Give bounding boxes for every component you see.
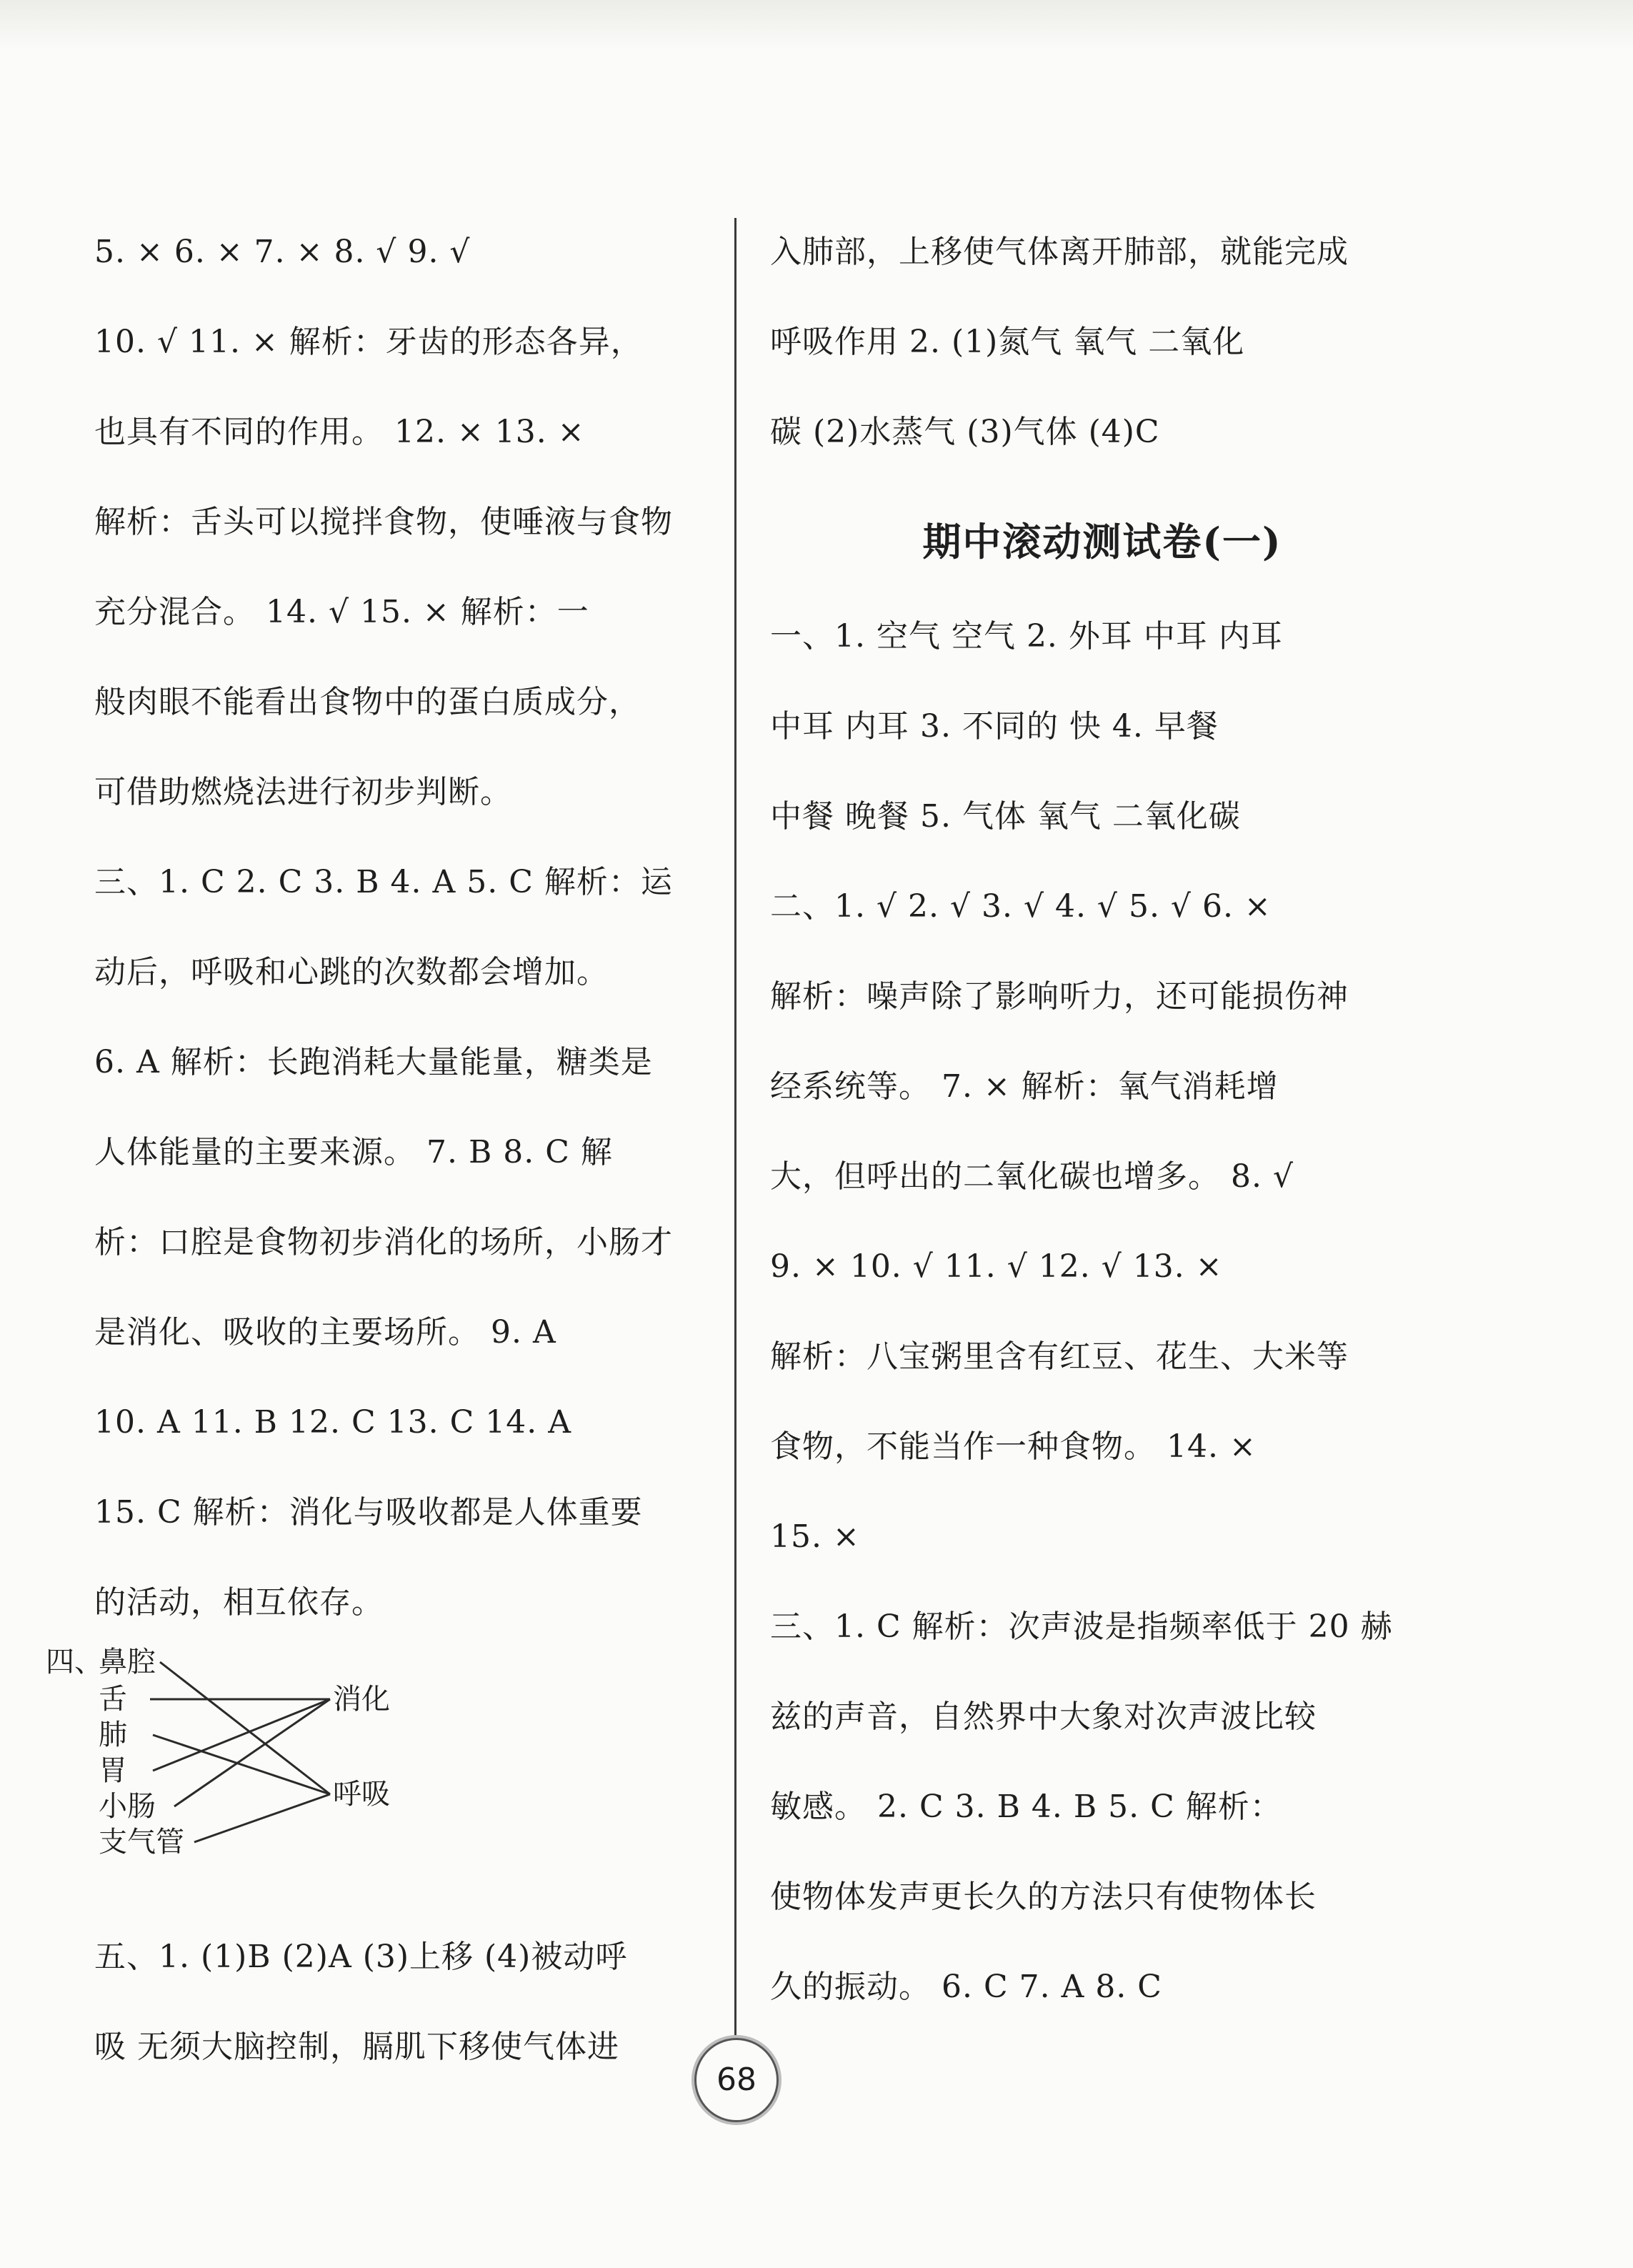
answer-line: 中餐 晚餐 5. 气体 氧气 二氧化碳 [770, 798, 1241, 835]
answer-line: 动后，呼吸和心跳的次数都会增加。 [94, 954, 609, 990]
answer-line: 三、1. C 2. C 3. B 4. A 5. C 解析：运 [94, 864, 673, 900]
answer-line: 兹的声音，自然界中大象对次声波比较 [770, 1698, 1317, 1735]
line-bronchus-breath [194, 1794, 330, 1842]
right-answer-lines [770, 592, 1434, 2032]
answer-line: 食物，不能当作一种食物。 14. × [770, 1428, 1257, 1465]
organ-small-intestine: 小肠 [99, 1790, 156, 1823]
answer-line: 大，但呼出的二氧化碳也增多。 8. √ [770, 1158, 1294, 1195]
page-number: 68 [694, 2038, 779, 2122]
left-tail-lines [94, 1912, 701, 2092]
function-digestion: 消化 [333, 1683, 390, 1716]
line-nose-breath [160, 1662, 330, 1794]
answer-line: 二、1. √ 2. √ 3. √ 4. √ 5. √ 6. × [770, 888, 1272, 925]
right-top-lines [770, 207, 1434, 477]
column-divider [734, 218, 736, 2036]
organ-lung: 肺 [99, 1719, 127, 1751]
answer-line: 三、1. C 解析：次声波是指频率低于 20 赫 [770, 1608, 1393, 1645]
section-four-label: 四、 [46, 1646, 103, 1678]
answer-line: 碳 (2)水蒸气 (3)气体 (4)C [770, 414, 1160, 450]
answer-line: 经系统等。 7. × 解析：氧气消耗增 [770, 1068, 1279, 1105]
answer-line: 可借助燃烧法进行初步判断。 [94, 774, 512, 810]
answer-line: 的活动，相互依存。 [94, 1584, 384, 1621]
answer-line: 入肺部，上移使气体离开肺部，就能完成 [770, 234, 1349, 270]
left-answer-lines [94, 207, 701, 1648]
answer-line: 人体能量的主要来源。 7. B 8. C 解 [94, 1134, 613, 1170]
answer-line: 5. × 6. × 7. × 8. √ 9. √ [94, 234, 471, 270]
answer-line: 9. × 10. √ 11. √ 12. √ 13. × [770, 1248, 1223, 1285]
answer-line: 呼吸作用 2. (1)氮气 氧气 二氧化 [770, 324, 1245, 360]
answer-line: 是消化、吸收的主要场所。 9. A [94, 1314, 556, 1351]
page-top-edge [0, 0, 1633, 50]
left-column [46, 207, 701, 2092]
answer-line: 10. √ 11. × 解析：牙齿的形态各异， [94, 324, 643, 360]
answer-line: 使物体发声更长久的方法只有使物体长 [770, 1879, 1317, 1915]
answer-line: 10. A 11. B 12. C 13. C 14. A [94, 1404, 571, 1441]
answer-line: 解析：舌头可以搅拌食物，使唾液与食物 [94, 504, 673, 540]
matching-lines [94, 1648, 523, 1912]
answer-line: 般肉眼不能看出食物中的蛋白质成分， [94, 684, 641, 720]
matching-diagram [46, 1646, 701, 1912]
right-column [770, 207, 1434, 2032]
answer-line: 敏感。 2. C 3. B 4. B 5. C 解析： [770, 1789, 1282, 1825]
answer-line: 也具有不同的作用。 12. × 13. × [94, 414, 585, 450]
answer-line: 五、1. (1)B (2)A (3)上移 (4)被动呼 [94, 1939, 628, 1975]
answer-line: 吸 无须大脑控制，膈肌下移使气体进 [94, 2029, 619, 2065]
answer-line: 15. × [770, 1518, 860, 1555]
answer-line: 析：口腔是食物初步消化的场所，小肠才 [94, 1224, 673, 1260]
answer-line: 久的振动。 6. C 7. A 8. C [770, 1969, 1162, 2005]
answer-line: 充分混合。 14. √ 15. × 解析：一 [94, 594, 589, 630]
function-respiration: 呼吸 [333, 1778, 390, 1811]
line-lung-breath [153, 1735, 330, 1794]
organ-tongue: 舌 [99, 1683, 127, 1716]
section-title: 期中滚动测试卷(一) [922, 519, 1282, 564]
answer-line: 15. C 解析：消化与吸收都是人体重要 [94, 1494, 643, 1531]
answer-line: 中耳 内耳 3. 不同的 快 4. 早餐 [770, 708, 1219, 745]
organ-nose: 鼻腔 [99, 1646, 156, 1678]
answer-line: 解析：噪声除了影响听力，还可能损伤神 [770, 978, 1349, 1015]
answer-line: 一、1. 空气 空气 2. 外耳 中耳 内耳 [770, 618, 1283, 655]
organ-stomach: 胃 [99, 1754, 127, 1787]
answer-line: 解析：八宝粥里含有红豆、花生、大米等 [770, 1338, 1349, 1375]
organ-bronchus: 支气管 [99, 1826, 184, 1859]
answer-line: 6. A 解析：长跑消耗大量能量，糖类是 [94, 1044, 653, 1080]
